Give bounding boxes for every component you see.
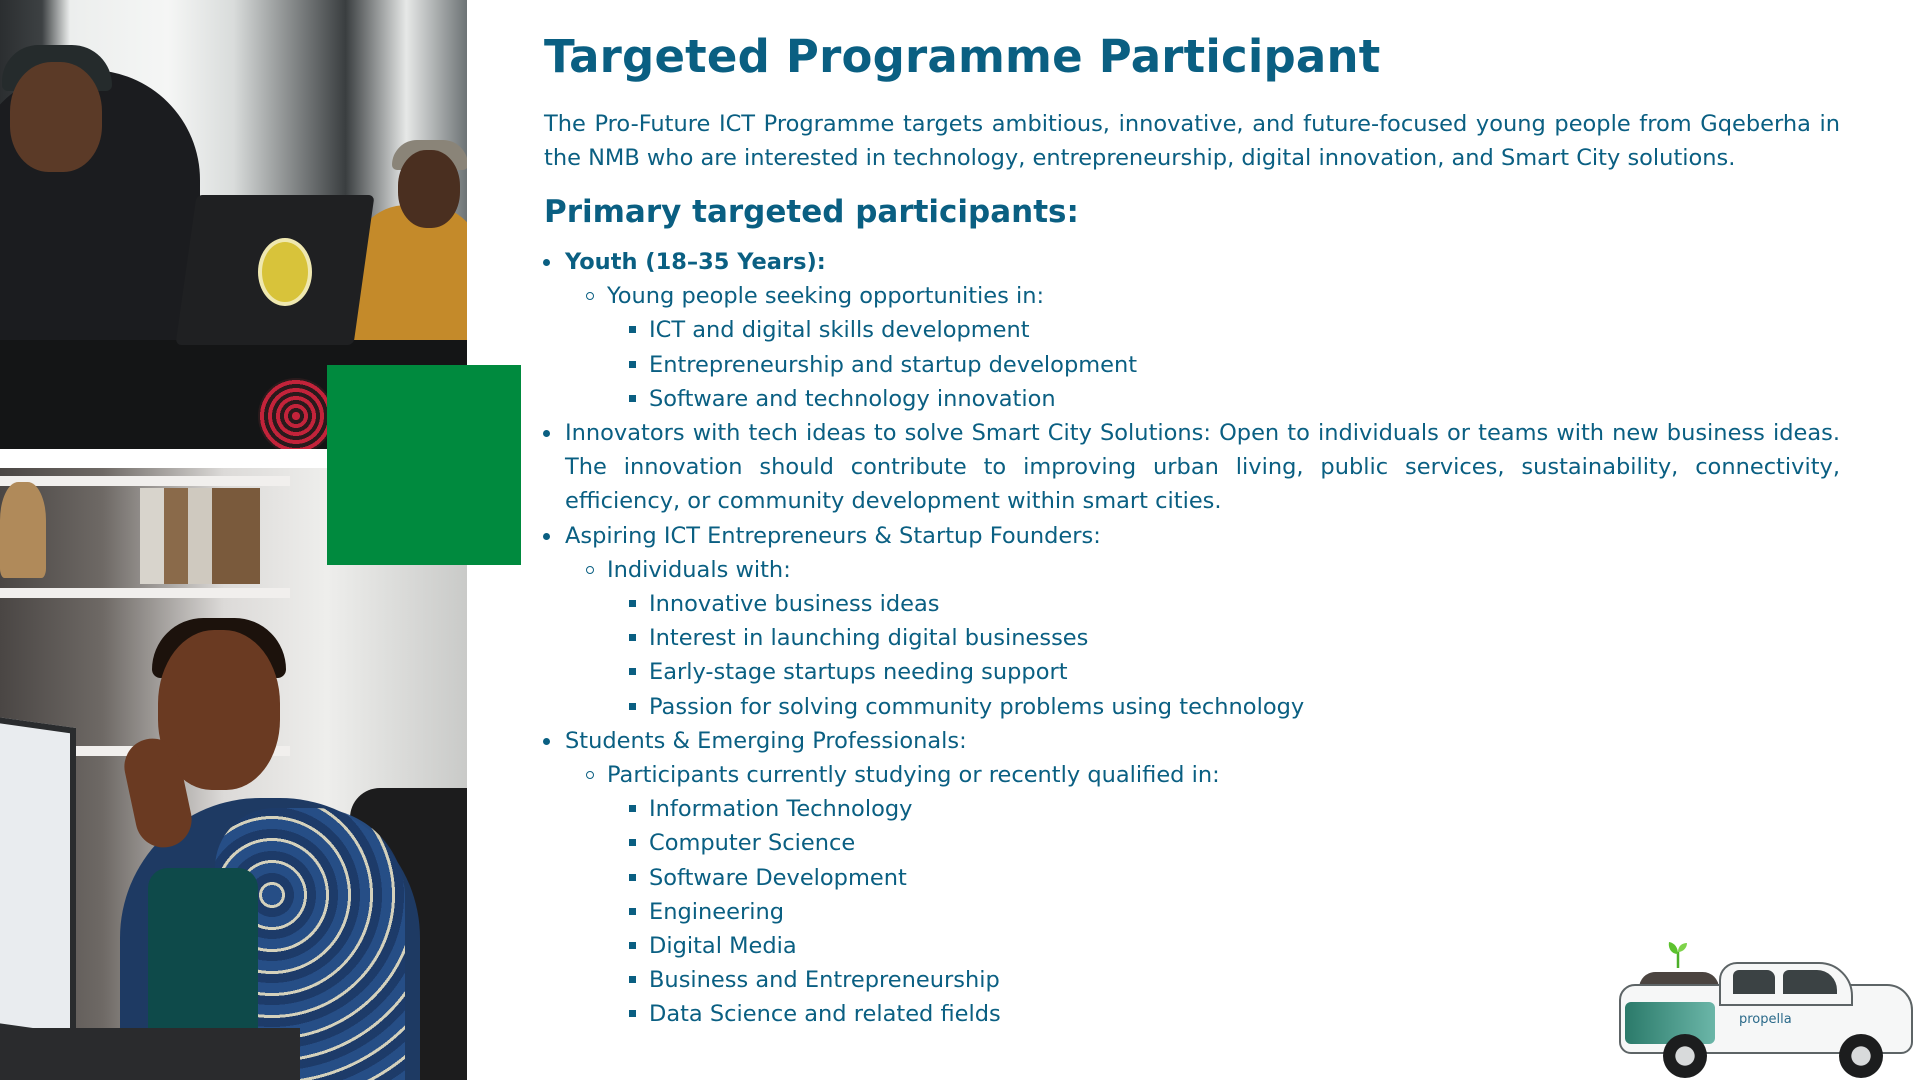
truck-window [1733,970,1775,994]
photo-keyboard [0,1028,300,1080]
accent-square [327,365,521,565]
truck-brand-text: propella [1739,1012,1792,1027]
list-item [586,279,1840,416]
list-item: Innovative business ideas [628,587,1840,621]
list-item: ICT and digital skills development [628,313,1840,347]
list-item: Information Technology [628,792,1840,826]
propella-truck-logo [1615,958,1915,1080]
photo-vase [0,482,46,578]
list-item: Early-stage startups needing support [628,655,1840,689]
list-item: Business and Entrepreneurship [628,963,1840,997]
photo-rug-pattern [258,378,334,449]
group-sub-label: Individuals with: [607,556,791,583]
truck-wheel [1663,1034,1707,1078]
list-item: Digital Media [628,929,1840,963]
photo-books [140,488,260,584]
list-item [544,416,1840,519]
list-item: Data Science and related fields [628,997,1840,1031]
group-label: Innovators with tech ideas to solve Smart City Solutions: Open to individuals or teams with new business ideas. The innovation should contribute to improving urban living, public services, sustainability, connectivity, efficiency, or community development within smart cities. [565,420,1840,515]
intro-paragraph: The Pro-Future ICT Programme targets ambitious, innovative, and future-focused young people from Gqeberha in the NMB who are interested in technology, entrepreneurship, digital innovation, and Smart City solutions. [544,111,1840,171]
photo-laptop-sticker [258,238,312,306]
list-item [586,553,1840,724]
truck-side-graphic [1625,1002,1715,1044]
photo-shelf [0,588,290,598]
group-label: Aspiring ICT Entrepreneurs & Startup Founders: [565,522,1101,549]
list-item: Engineering [628,895,1840,929]
list-item [544,519,1840,724]
list-item: Software Development [628,861,1840,895]
list-item [544,245,1840,416]
truck-wheel [1839,1034,1883,1078]
photo-head [10,62,102,172]
sprout-icon [1667,940,1689,968]
list-item: Passion for solving community problems using technology [628,690,1840,724]
group-sub-label: Participants currently studying or recently qualified in: [607,762,1220,789]
photo-monitor [0,716,76,1040]
list-item: Entrepreneurship and startup development [628,348,1840,382]
participant-list [544,245,1840,1032]
group-label: Students & Emerging Professionals: [565,727,967,754]
photo-head [398,150,460,228]
list-item: Interest in launching digital businesses [628,621,1840,655]
page-title: Targeted Programme Participant [544,30,1381,83]
section-heading: Primary targeted participants: [544,194,1079,230]
truck-window [1783,970,1837,994]
photo-shelf [0,476,290,486]
list-item: Software and technology innovation [628,382,1840,416]
list-item: Computer Science [628,826,1840,860]
group-label: Youth (18–35 Years): [565,249,826,275]
group-sub-label: Young people seeking opportunities in: [607,283,1045,310]
